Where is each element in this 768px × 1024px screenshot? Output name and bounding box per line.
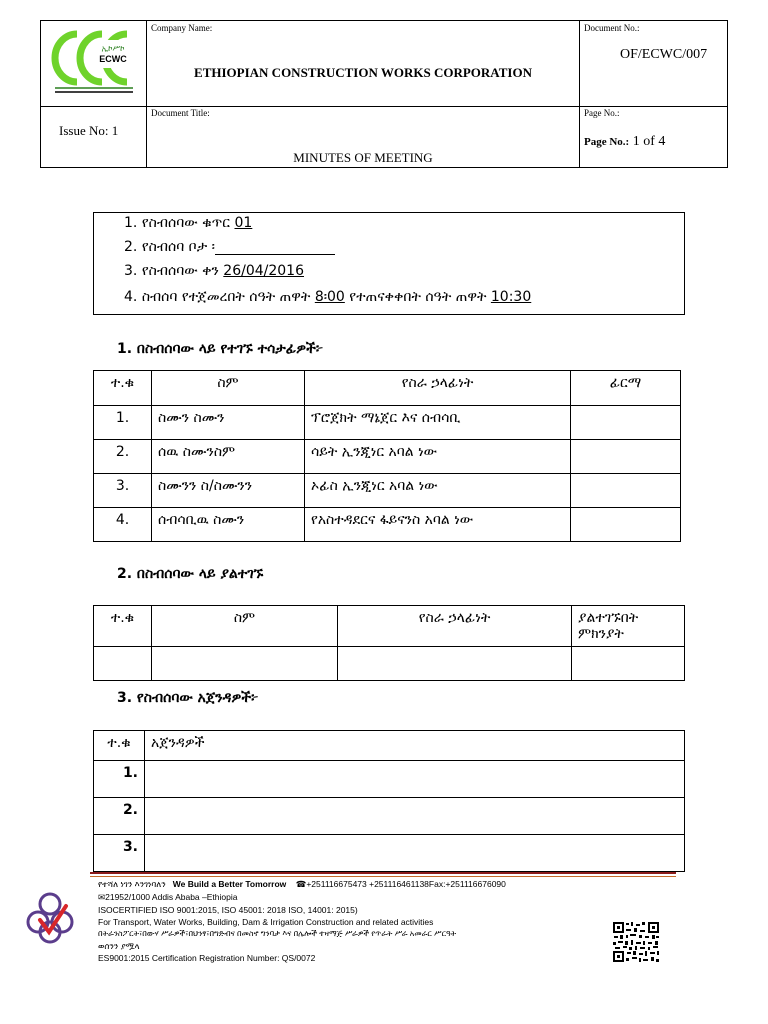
meeting-place-blank	[215, 240, 335, 255]
attendee-role: ሳይት ኢንጂነር አባል ነው	[305, 440, 571, 474]
certification-logo	[24, 890, 76, 948]
company-logo	[47, 24, 139, 98]
document-header	[40, 20, 728, 168]
meeting-date-value: 26/04/2016	[223, 263, 304, 279]
header-cell: ስም	[152, 371, 305, 406]
attendee-role: ኦፊስ ኢንጂነር አባል ነው	[305, 474, 571, 508]
company-name-label: Company Name:	[151, 23, 213, 33]
meeting-info-box	[93, 212, 685, 315]
attendee-role: የአስተዳደርና ፋይናንስ አባል ነው	[305, 508, 571, 542]
header-cell: ተ.ቁ	[94, 606, 152, 647]
agenda-table	[93, 730, 685, 872]
start-time-value: 8፡00	[314, 289, 345, 305]
table-row	[94, 474, 681, 508]
meeting-number-item	[124, 215, 252, 231]
page-no-label: Page No.:	[584, 108, 620, 118]
header-cell: የስራ ኃላፊነት	[305, 371, 571, 406]
table-row	[94, 508, 681, 542]
item-number: 4.	[124, 289, 138, 305]
footer-scope-am-2: ወሰንን ያሟላ	[98, 941, 140, 951]
header-cell: የስራ ኃላፊነት	[338, 606, 572, 647]
meeting-number-label: የስብሰባው ቁጥር	[141, 215, 231, 231]
attendees-table	[93, 370, 681, 542]
attendee-role: ፕሮጀክት ማኔጀር እና ሰብሳቢ	[305, 406, 571, 440]
document-no: OF/ECWC/007	[620, 47, 708, 62]
footer-es-cert: ES9001:2015 Certification Registration Number: QS/0072	[98, 953, 316, 963]
attendee-name: ስሙንን ስ/ስሙንን	[152, 474, 305, 508]
item-number: 1.	[124, 215, 138, 231]
table-header-row	[94, 731, 685, 761]
meeting-place-item	[124, 239, 335, 255]
footer-scope-am: በትራንስፖርት፣በውሃ ሥራዎች፣በህንፃ፣በግድብና በመስኖ ግንባታ እና በሌሎች ተዛማጅ ሥራዎች የጥራት ሥራ አመራር ሥርዓት	[98, 929, 457, 938]
document-title-label: Document Title:	[151, 108, 210, 118]
header-cell: ተ.ቁ	[94, 731, 145, 761]
header-cell: ስም	[152, 606, 338, 647]
attendee-name: ሰብሳቢዉ ስሙን	[152, 508, 305, 542]
item-number: 2.	[124, 239, 138, 255]
agenda-item[interactable]	[145, 761, 685, 798]
absentee-role[interactable]	[338, 647, 572, 681]
header-cell: አጀንዳዎች	[145, 731, 685, 761]
footer-phones: ☎+251116675473 +251116461138Fax:+251116676090	[295, 879, 506, 889]
row-number: 3.	[94, 835, 145, 872]
page-no	[584, 134, 665, 150]
attendee-name: ሰዉ ስሙንስም	[152, 440, 305, 474]
document-title: MINUTES OF MEETING	[293, 150, 433, 165]
table-row	[94, 761, 685, 798]
absence-reason[interactable]	[572, 647, 685, 681]
row-number: 2.	[94, 440, 152, 474]
footer-rule	[90, 872, 676, 874]
page-no-prefix: Page No.:	[584, 136, 630, 148]
section-absentees-title: 2. በስብሰባው ላይ ያልተገኙ	[117, 566, 264, 582]
footer-scope-en: For Transport, Water Works, Building, Dam & Irrigation Construction and related activities	[98, 917, 434, 927]
meeting-place-label: የስብሰባ ቦታ ፡	[141, 239, 215, 255]
footer-iso: ISOCERTIFIED ISO 9001:2015, ISO 45001: 2018 ISO, 14001: 2015)	[98, 905, 358, 915]
table-header-row	[94, 371, 681, 406]
meeting-date-item	[124, 263, 304, 279]
row-number: 3.	[94, 474, 152, 508]
table-row	[94, 835, 685, 872]
signature-cell[interactable]	[571, 508, 681, 542]
qr-code-icon	[612, 921, 660, 963]
header-cell: ፊርማ	[571, 371, 681, 406]
header-cell: ተ.ቁ	[94, 371, 152, 406]
section-attendees-title: 1. በስብሰባው ላይ የተገኙ ተሳታፊዎች፦	[117, 341, 324, 357]
row-number: 4.	[94, 508, 152, 542]
company-name: ETHIOPIAN CONSTRUCTION WORKS CORPORATION	[194, 65, 532, 80]
table-row	[94, 406, 681, 440]
signature-cell[interactable]	[571, 474, 681, 508]
section-agenda-title: 3. የስብሰባው አጀንዳዎች፦	[117, 690, 259, 706]
signature-cell[interactable]	[571, 406, 681, 440]
table-row	[94, 647, 685, 681]
ecwc-logo-icon	[47, 24, 139, 98]
end-time-value: 10:30	[490, 289, 532, 305]
footer-slogan: We Build a Better Tomorrow	[172, 879, 287, 889]
table-row	[94, 440, 681, 474]
footer-motto-amharic: የተሻለ ነገን እንገነባለን	[98, 879, 166, 889]
table-row	[94, 798, 685, 835]
svg-text:ECWC: ECWC	[99, 54, 127, 64]
start-time-label: ስብሰባ የተጀመረበት ሰዓት ጠዋት	[141, 289, 311, 305]
meeting-time-item	[124, 289, 531, 305]
absentees-table	[93, 605, 685, 681]
document-no-label: Document No.:	[584, 23, 640, 33]
footer-line-1	[98, 879, 506, 890]
cert-check-icon	[24, 890, 76, 948]
item-number: 3.	[124, 263, 138, 279]
footer-pobox: ✉21952/1000 Addis Ababa –Ethiopia	[98, 892, 238, 902]
agenda-item[interactable]	[145, 798, 685, 835]
row-number: 1.	[94, 406, 152, 440]
svg-text:ኢኮሥኮ: ኢኮሥኮ	[101, 44, 125, 53]
absentee-name[interactable]	[152, 647, 338, 681]
row-number[interactable]	[94, 647, 152, 681]
row-number: 1.	[94, 761, 145, 798]
page-no-value: 1 of 4	[632, 134, 666, 149]
agenda-item[interactable]	[145, 835, 685, 872]
header-cell: ያልተገኙበት ምክንያት	[572, 606, 685, 647]
footer-rule-secondary	[90, 876, 676, 877]
signature-cell[interactable]	[571, 440, 681, 474]
issue-no: Issue No: 1	[59, 123, 119, 138]
end-time-label: የተጠናቀቀበት ሰዓት ጠዋት	[349, 289, 487, 305]
table-header-row	[94, 606, 685, 647]
meeting-date-label: የስብሰባው ቀን	[141, 263, 219, 279]
row-number: 2.	[94, 798, 145, 835]
attendee-name: ስሙን ስሙን	[152, 406, 305, 440]
meeting-number-value: 01	[234, 215, 253, 231]
